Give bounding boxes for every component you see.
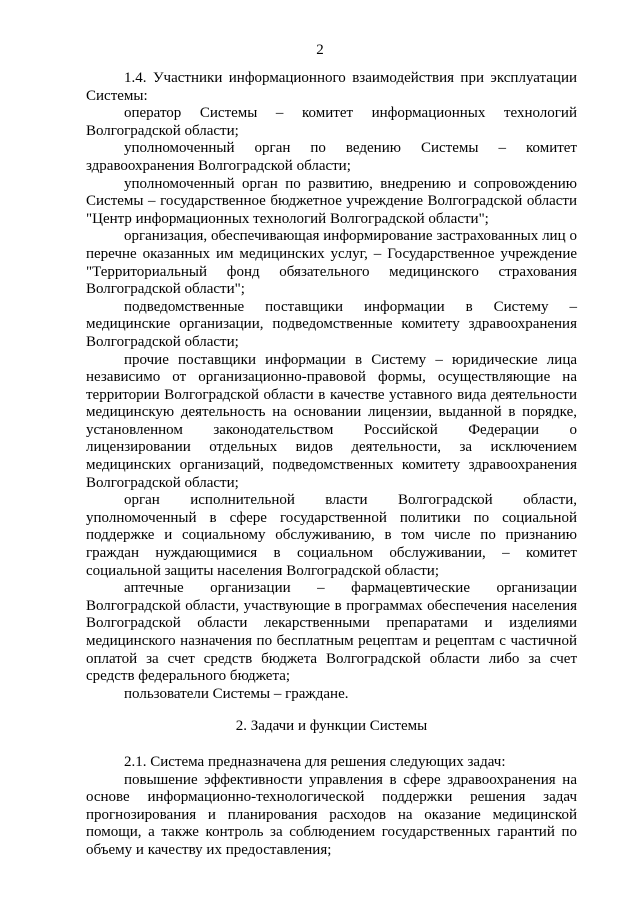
paragraph-system-users: пользователи Системы – граждане. [124,685,349,702]
paragraph-participants-intro: 1.4. Участники информационного взаимодействия при эксплуатации Системы: [86,70,577,104]
paragraph-system-operator: оператор Системы – комитет информационных технологий Волгоградской области; [86,105,577,139]
paragraph-informing-organization: организация, обеспечивающая информирование застрахованных лиц о перечне оказанных им медицинских услуг, – Государственное учреждение "Территориальный фонд обязательного медицинского страхования Волгоградской области"; [86,228,577,298]
paragraph-pharmacy-organizations: аптечные организации – фармацевтические организации Волгоградской области, участвующие в программах обеспечения населения Волгоградской области лекарственными препаратами и изделиями медицинского назначения по бесплатным рецептам и рецептам с частичной оплатой за счет средств бюджета Волгоградской области либо за счет средств федерального бюджета; [86,580,577,685]
section-heading: 2. Задачи и функции Системы [235,718,428,735]
paragraph-executive-body: орган исполнительной власти Волгоградской области, уполномоченный в сфере государственной политики по социальной поддержке и социальному обслуживанию, в том числе по признанию граждан нуждающимися в социальном обслуживании, – комитет социальной защиты населения Волгоградской области; [86,492,577,579]
paragraph-system-purpose: 2.1. Система предназначена для решения следующих задач: [124,753,506,770]
paragraph-subordinate-providers: подведомственные поставщики информации в Систему – медицинские организации, подведомственные комитету здравоохранения Волгоградской области; [86,298,577,350]
paragraph-other-providers: прочие поставщики информации в Систему – юридические лица независимо от организационно-правовой формы, осуществляющие на территории Волгоградской области в качестве уставного вида деятельности медицинскую деятельность на основании лицензии, выданной в порядке, установленном законодательством Российской Федерации о лицензировании отдельных видов деятельности, за исключением медицинских организаций, подведомственных комитету здравоохранения Волгоградской области; [86,351,577,491]
paragraph-efficiency-task: повышение эффективности управления в сфере здравоохранения на основе информационно-технологической поддержки решения задач прогнозирования и планирования расходов на оказание медицинской помощи, а также контроль за соблюдением государственных гарантий по объему и качеству их предоставления; [86,771,577,858]
page-number: 2 [316,42,324,58]
paragraph-authorized-body-maintenance: уполномоченный орган по ведению Системы – комитет здравоохранения Волгоградской области; [86,140,577,174]
paragraph-authorized-body-development: уполномоченный орган по развитию, внедрению и сопровождению Системы – государственное бюджетное учреждение Волгоградской области "Центр информационных технологий Волгоградской области"; [86,175,577,227]
document-body [86,70,577,860]
